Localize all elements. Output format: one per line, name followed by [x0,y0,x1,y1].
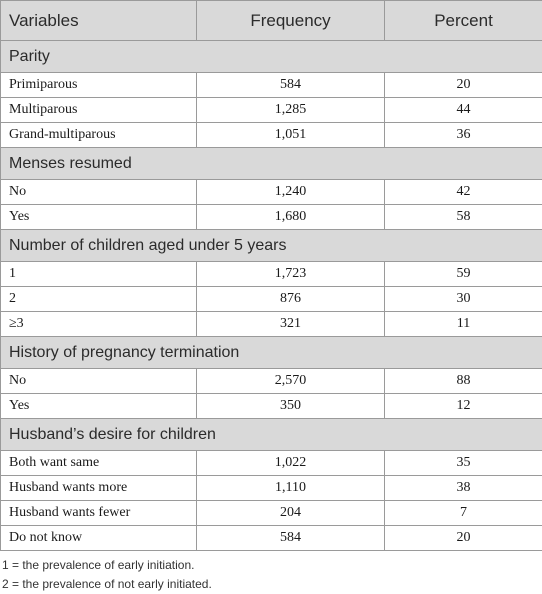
percent-cell: 20 [385,526,542,551]
frequency-cell: 1,110 [197,476,385,501]
percent-cell: 7 [385,501,542,526]
frequency-cell: 321 [197,312,385,337]
table-row [1,262,542,287]
frequency-cell: 1,022 [197,451,385,476]
table-row [1,287,542,312]
frequency-cell: 1,680 [197,205,385,230]
table-row [1,98,542,123]
row-label: ≥3 [1,312,197,337]
row-label: 1 [1,262,197,287]
section-row [1,41,542,73]
header-variables: Variables [1,1,197,41]
footnote: 2 = the prevalence of not early initiated. [2,575,212,594]
section-title: Number of children aged under 5 years [1,230,542,262]
footnotes [2,556,212,594]
section-row [1,419,542,451]
table-row [1,394,542,419]
frequency-cell: 1,240 [197,180,385,205]
table-row [1,501,542,526]
frequency-cell: 584 [197,526,385,551]
percent-cell: 88 [385,369,542,394]
percent-cell: 42 [385,180,542,205]
frequency-cell: 876 [197,287,385,312]
frequency-cell: 584 [197,73,385,98]
percent-cell: 12 [385,394,542,419]
row-label: Yes [1,394,197,419]
percent-cell: 35 [385,451,542,476]
table-row [1,312,542,337]
table-row [1,180,542,205]
row-label: Grand-multiparous [1,123,197,148]
percent-cell: 59 [385,262,542,287]
row-label: Husband wants fewer [1,501,197,526]
percent-cell: 58 [385,205,542,230]
row-label: No [1,369,197,394]
row-label: Do not know [1,526,197,551]
percent-cell: 20 [385,73,542,98]
frequency-cell: 350 [197,394,385,419]
table-row [1,73,542,98]
frequency-cell: 1,285 [197,98,385,123]
row-label: Multiparous [1,98,197,123]
section-row [1,337,542,369]
frequency-cell: 1,051 [197,123,385,148]
section-row [1,230,542,262]
row-label: Both want same [1,451,197,476]
table-header-row [1,1,542,41]
table-row [1,205,542,230]
header-percent: Percent [385,1,542,41]
header-frequency: Frequency [197,1,385,41]
row-label: 2 [1,287,197,312]
frequency-cell: 1,723 [197,262,385,287]
row-label: No [1,180,197,205]
table-row [1,526,542,551]
table-body [1,41,542,551]
percent-cell: 36 [385,123,542,148]
table-row [1,123,542,148]
table-row [1,369,542,394]
row-label: Husband wants more [1,476,197,501]
table-row [1,476,542,501]
frequency-cell: 204 [197,501,385,526]
section-title: Menses resumed [1,148,542,180]
footnote: 1 = the prevalence of early initiation. [2,556,212,575]
table-row [1,451,542,476]
percent-cell: 11 [385,312,542,337]
section-title: History of pregnancy termination [1,337,542,369]
section-row [1,148,542,180]
frequency-cell: 2,570 [197,369,385,394]
percent-cell: 44 [385,98,542,123]
percent-cell: 30 [385,287,542,312]
section-title: Husband’s desire for children [1,419,542,451]
row-label: Yes [1,205,197,230]
row-label: Primiparous [1,73,197,98]
percent-cell: 38 [385,476,542,501]
section-title: Parity [1,41,542,73]
